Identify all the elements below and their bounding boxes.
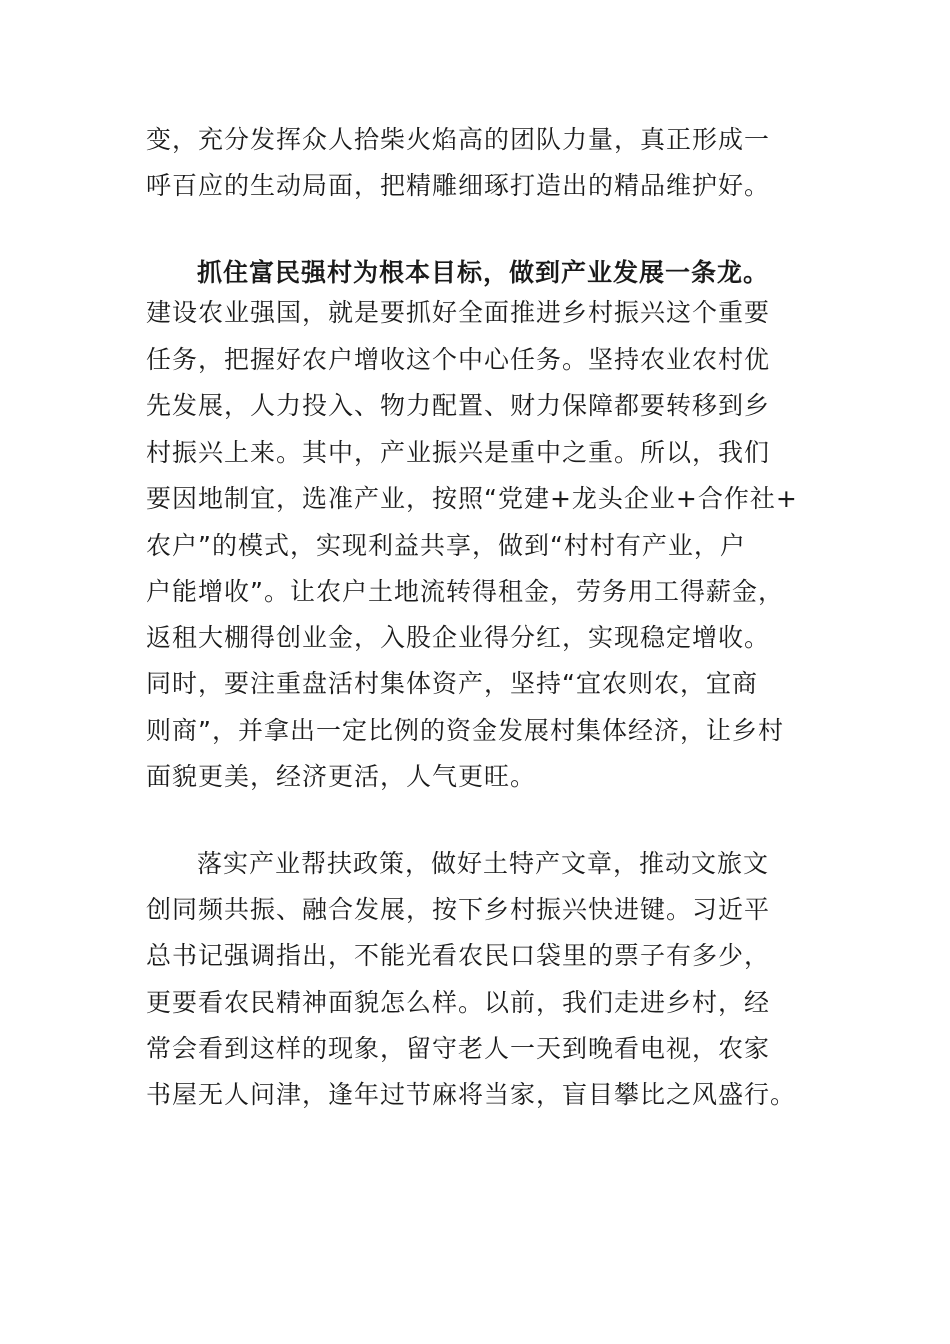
paragraph3-line-5: 常会看到这样的现象，留守老人一天到晚看电视，农家: [146, 1034, 771, 1063]
paragraph3-line-4: 更要看农民精神面貌怎么样。以前，我们走进乡村，经: [146, 988, 771, 1017]
paragraph2-line-5: 要因地制宜，选准产业，按照“党建+龙头企业+合作社+: [146, 484, 798, 513]
paragraph2-line-2: 任务，把握好农户增收这个中心任务。坚持农业农村优: [146, 345, 771, 374]
paragraph2-line-3: 先发展，人力投入、物力配置、财力保障都要转移到乡: [146, 391, 771, 420]
paragraph2-line-4: 村振兴上来。其中，产业振兴是重中之重。所以，我们: [146, 438, 771, 467]
paragraph3-line-6: 书屋无人问津，逢年过节麻将当家，盲目攀比之风盛行。: [146, 1080, 797, 1109]
paragraph2-line-10: 则商”，并拿出一定比例的资金发展村集体经济，让乡村: [146, 716, 784, 745]
paragraph3-line-3: 总书记强调指出，不能光看农民口袋里的票子有多少，: [146, 941, 771, 970]
paragraph2-heading: 抓住富民强村为根本目标，做到产业发展一条龙。: [197, 258, 770, 287]
paragraph2-line-7: 户能增收”。让农户土地流转得租金，劳务用工得薪金，: [146, 577, 784, 606]
paragraph2-line-9: 同时，要注重盘活村集体资产，坚持“宜农则农，宜商: [146, 669, 758, 698]
paragraph3-line-2: 创同频共振、融合发展，按下乡村振兴快进键。习近平: [146, 895, 771, 924]
paragraph2-line-8: 返租大棚得创业金，入股企业得分红，实现稳定增收。: [146, 623, 771, 652]
paragraph3-line-1: 落实产业帮扶政策，做好土特产文章，推动文旅文: [197, 849, 770, 878]
paragraph2-line-6: 农户”的模式，实现利益共享，做到“村村有产业，户: [146, 531, 746, 560]
paragraph2-line-11: 面貌更美，经济更活，人气更旺。: [146, 762, 537, 791]
paragraph1-line-2: 呼百应的生动局面，把精雕细琢打造出的精品维护好。: [146, 171, 771, 200]
paragraph1-line-1: 变，充分发挥众人拾柴火焰高的团队力量，真正形成一: [146, 125, 771, 154]
paragraph2-line-1: 建设农业强国，就是要抓好全面推进乡村振兴这个重要: [146, 298, 771, 327]
